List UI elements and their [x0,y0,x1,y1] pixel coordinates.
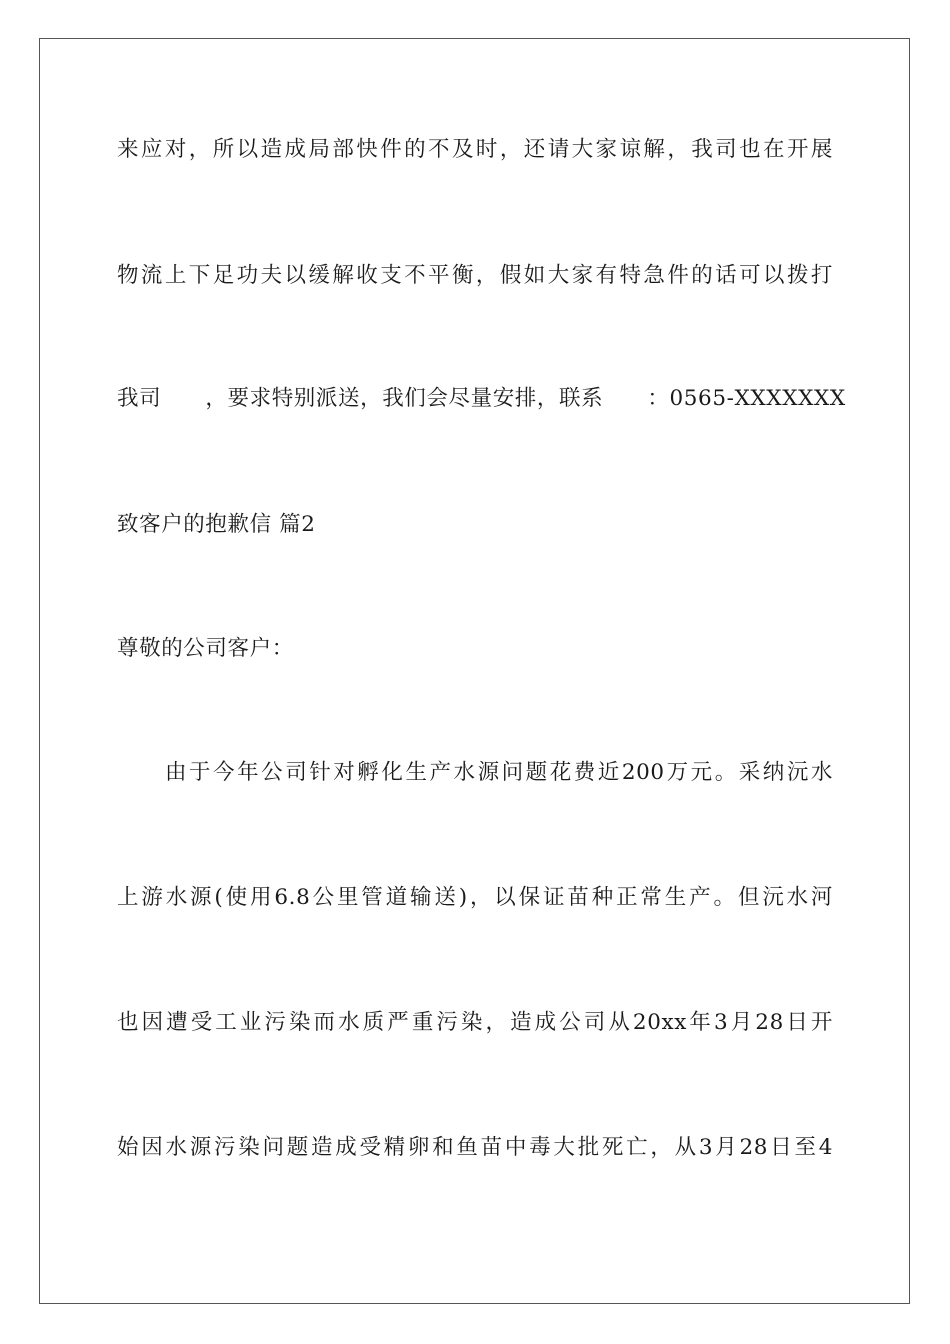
body-text-line-8: 也因遭受工业污染而水质严重污染，造成公司从20xx年3月28日开 [117,1010,833,1035]
body-text-line-3: 我司 ，要求特别派送，我们会尽量安排，联系 ：0565-XXXXXXX [117,386,846,411]
body-text-line-9: 始因水源污染问题造成受精卵和鱼苗中毒大批死亡，从3月28日至4 [117,1135,833,1160]
paragraph-first-line: 由于今年公司针对孵化生产水源问题花费近200万元。采纳沅水 [165,760,833,785]
section-heading: 致客户的抱歉信 篇2 [117,512,316,537]
salutation: 尊敬的公司客户： [117,636,294,661]
body-text-line-7: 上游水源(使用6.8公里管道输送)，以保证苗种正常生产。但沅水河 [117,885,833,910]
body-text-line-1: 来应对，所以造成局部快件的不及时，还请大家谅解，我司也在开展 [117,137,833,162]
page-border [39,38,910,1304]
body-text-line-2: 物流上下足功夫以缓解收支不平衡，假如大家有特急件的话可以拨打 [117,263,833,288]
